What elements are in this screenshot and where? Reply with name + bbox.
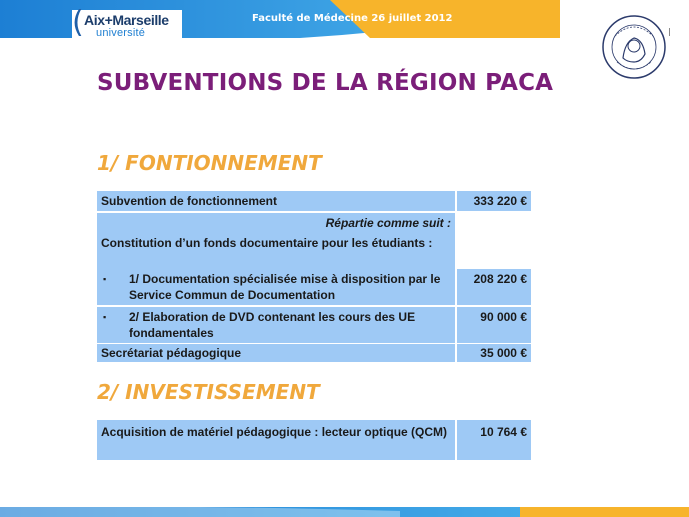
table-cell: [97, 344, 455, 362]
page-title: SUBVENTIONS DE LA RÉGION PACA: [97, 70, 554, 96]
bullet-icon: ▪: [103, 312, 107, 322]
table-cell: [97, 233, 455, 269]
table-cell: [457, 344, 531, 362]
row-value: 333 220 €: [473, 194, 527, 208]
footer-band: [0, 505, 689, 517]
table-cell: [457, 420, 531, 460]
row-value: 208 220 €: [473, 272, 527, 286]
row-value: 10 764 €: [480, 425, 527, 439]
logo-bracket-icon: (: [72, 5, 84, 40]
row-label: 1/ Documentation spécialisée mise à disposition par le Service Commun de Documentation: [129, 272, 441, 302]
row-value: 35 000 €: [480, 346, 527, 360]
header-caption: Faculté de Médecine 26 juillet 2012: [252, 13, 453, 24]
table-row: [97, 307, 455, 343]
row-label: Subvention de fonctionnement: [101, 194, 277, 208]
table-cell: [457, 307, 531, 343]
row-label: Acquisition de matériel pédagogique : lecteur optique (QCM): [101, 425, 448, 439]
table-cell: [97, 420, 455, 460]
divider: [669, 28, 670, 36]
bullet-icon: ▪: [103, 274, 107, 284]
row-label: Secrétariat pédagogique: [101, 346, 242, 360]
aix-marseille-logo: [72, 5, 182, 40]
logo-subtitle: université: [96, 27, 146, 39]
row-label: 2/ Elaboration de DVD contenant les cours des UE fondamentales: [129, 310, 416, 340]
section-heading-fonctionnement: 1/ FONTIONNEMENT: [97, 151, 322, 175]
split-label: Répartie comme suit :: [325, 216, 451, 230]
faculty-seal-icon: [601, 14, 667, 80]
table-cell: [457, 191, 531, 211]
table-cell: [97, 191, 455, 211]
section-heading-investissement: 2/ INVESTISSEMENT: [97, 380, 320, 404]
fund-label: Constitution d’un fonds documentaire pour les étudiants :: [101, 236, 433, 250]
table-cell: [457, 269, 531, 305]
row-value: 90 000 €: [480, 310, 527, 324]
table-cell: [97, 213, 455, 233]
table-row: [97, 269, 455, 305]
logo-name: Aix+Marseille: [84, 12, 169, 28]
